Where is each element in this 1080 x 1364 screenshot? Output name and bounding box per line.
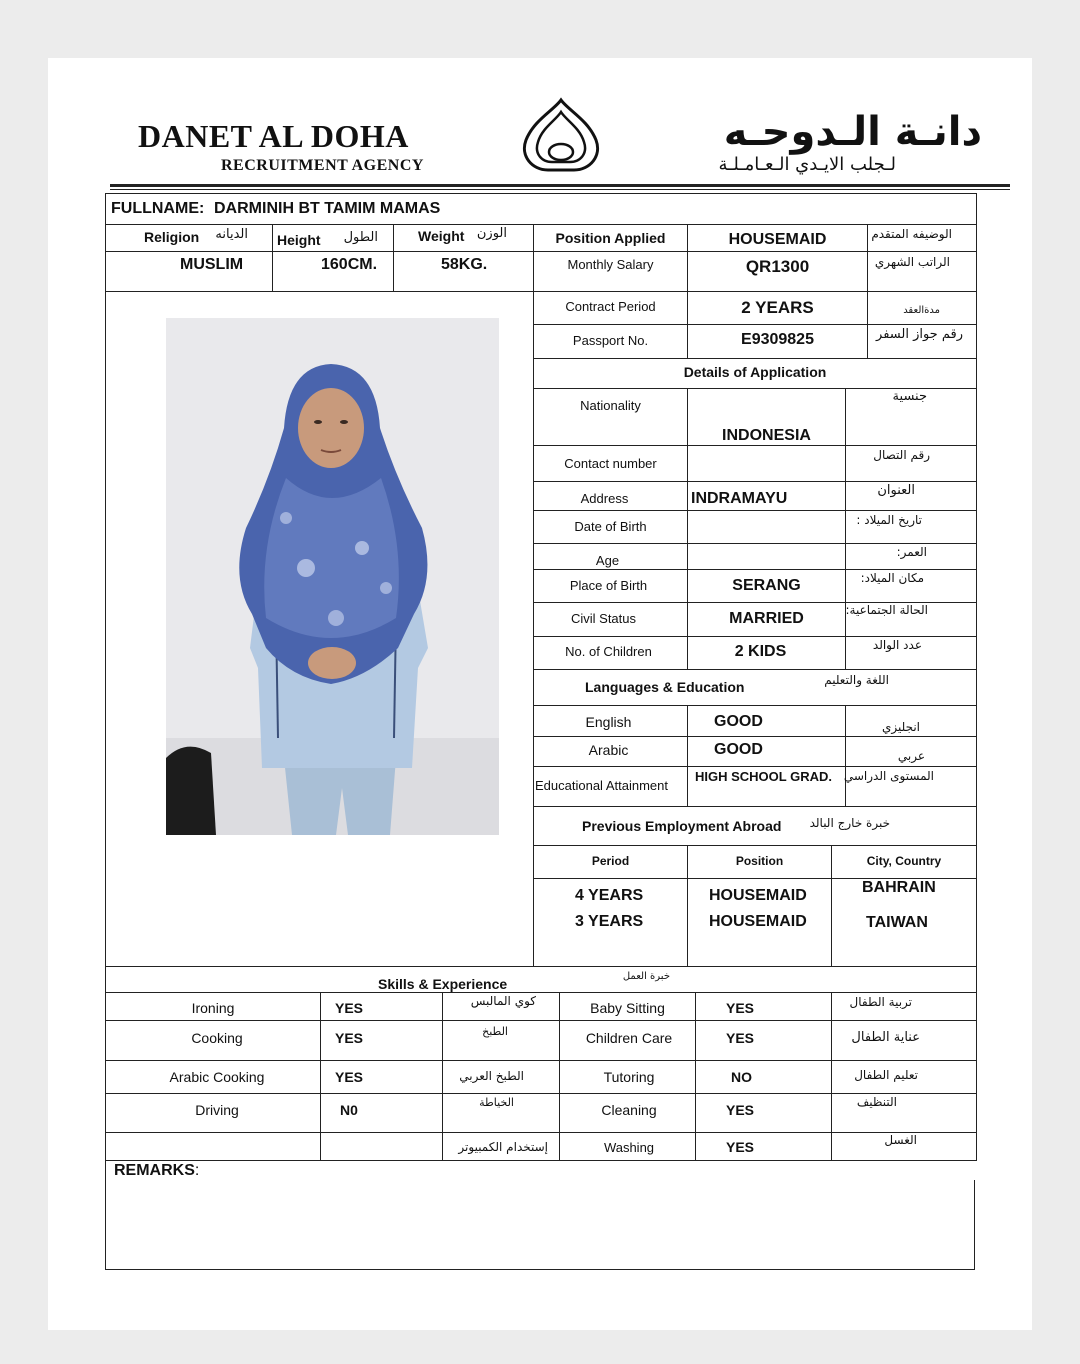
passport-label-ar: رقم جواز السفر: [876, 327, 963, 342]
salary-label: Monthly Salary: [567, 257, 654, 272]
employment-title: Previous Employment Abroad: [582, 818, 782, 834]
skill-label: Ironing: [191, 1000, 235, 1016]
skills-title-ar: خبرة العمل: [622, 971, 670, 982]
remarks-label-text: REMARKS: [114, 1162, 195, 1179]
education-value: HIGH SCHOOL GRAD.: [695, 769, 832, 784]
nationality-label: Nationality: [580, 398, 641, 413]
children-label: No. of Children: [565, 644, 652, 659]
skill-value: YES: [726, 1030, 755, 1046]
pob-label: Place of Birth: [569, 578, 648, 593]
skill-label: Washing: [603, 1140, 655, 1155]
skill-label-ar: إستخدام الكمبيوتر: [458, 1140, 548, 1154]
religion-label: Religion: [144, 229, 200, 245]
dome-logo-icon: [516, 96, 606, 176]
skill-label-ar: الطبخ العربي: [459, 1069, 524, 1083]
skill-label: Tutoring: [603, 1069, 655, 1085]
age-label-ar: العمر:: [896, 545, 927, 559]
religion-value: MUSLIM: [180, 256, 244, 273]
skills-title: Skills & Experience: [378, 976, 508, 992]
employment-row-period: 3 YEARS: [575, 913, 644, 930]
position-label: Position Applied: [555, 230, 666, 246]
address-value: INDRAMAYU: [691, 490, 788, 507]
weight-value: 58KG.: [441, 256, 488, 273]
skill-label-ar: الغسل: [884, 1133, 917, 1147]
education-label: Educational Attainment: [535, 778, 668, 793]
skill-value: YES: [335, 1030, 364, 1046]
fullname-label: FULLNAME:: [111, 200, 205, 217]
employment-row-city: TAIWAN: [866, 914, 928, 931]
salary-label-ar: الراتب الشهري: [874, 255, 950, 269]
employment-col-position: Position: [735, 854, 784, 868]
remarks-colon: :: [194, 1162, 200, 1179]
arabic-label-ar: عربي: [897, 749, 925, 763]
contact-label: Contact number: [564, 456, 657, 471]
skill-label-ar: التنظيف: [856, 1095, 897, 1109]
english-label-ar: انجليزي: [881, 720, 920, 734]
employment-row-period: 4 YEARS: [575, 887, 644, 904]
age-label: Age: [595, 553, 620, 568]
education-label-ar: المستوى الدراسي: [843, 769, 934, 783]
skill-value: NO: [731, 1069, 752, 1085]
employment-col-city: City, Country: [866, 854, 942, 868]
weight-label: Weight: [418, 228, 465, 244]
header: [0, 0, 1080, 200]
employment-row-city: BAHRAIN: [862, 879, 936, 896]
contact-label-ar: رقم التصال: [873, 448, 930, 462]
nationality-label-ar: جنسية: [892, 389, 927, 404]
employment-title-ar: خبرة خارج البالد: [809, 816, 890, 830]
languages-title: Languages & Education: [585, 679, 745, 695]
english-value: GOOD: [714, 713, 763, 730]
fullname-value: DARMINIH BT TAMIM MAMAS: [214, 200, 441, 217]
employment-row-position: HOUSEMAID: [709, 887, 807, 904]
skill-label-ar: تربية الطفال: [849, 995, 912, 1009]
height-label-ar: الطول: [343, 230, 378, 245]
employment-row-position: HOUSEMAID: [709, 913, 807, 930]
skill-label-ar: تعليم الطفال: [854, 1068, 918, 1082]
languages-title-ar: اللغة والتعليم: [824, 673, 889, 687]
contract-label-ar: مدةالعقد: [903, 305, 940, 316]
civil-status-label: Civil Status: [570, 611, 637, 626]
height-value: 160CM.: [321, 256, 378, 273]
brand-name-ar: دانـة الـدوحـه: [723, 109, 982, 155]
dob-label: Date of Birth: [574, 519, 647, 534]
skill-value: YES: [726, 1139, 755, 1155]
children-label-ar: عدد الوالد: [872, 638, 922, 652]
skill-label: Cleaning: [601, 1102, 657, 1118]
header-rule: [110, 184, 1010, 187]
brand-subtitle-ar: لـجلب الايـدي الـعـامـلـة: [718, 154, 896, 175]
header-rule-thin: [110, 189, 1010, 190]
brand-name-en: DANET AL DOHA: [138, 118, 409, 154]
address-label: Address: [580, 491, 629, 506]
position-label-ar: الوضيفه المتقدم: [871, 227, 952, 241]
remarks-label: [114, 1163, 199, 1179]
skill-value: YES: [335, 1000, 364, 1016]
contract-label: Contract Period: [565, 299, 656, 314]
skill-label: Children Care: [585, 1030, 673, 1046]
pob-label-ar: مكان الميلاد:: [860, 571, 924, 585]
skill-label-ar: كوي المالبس: [470, 994, 536, 1008]
weight-label-ar: الوزن: [476, 226, 507, 241]
skill-label: Arabic Cooking: [169, 1069, 265, 1085]
children-value: 2 KIDS: [734, 643, 787, 660]
address-label-ar: العنوان: [877, 483, 915, 498]
passport-value: E9309825: [741, 331, 814, 348]
applicant-photo: [166, 318, 499, 835]
religion-label-ar: الديانه: [215, 227, 248, 242]
position-value: HOUSEMAID: [728, 231, 827, 248]
skill-label-ar: الخياطة: [479, 1096, 514, 1109]
arabic-label: Arabic: [588, 742, 629, 758]
employment-col-period: Period: [591, 854, 630, 868]
skill-label-ar: عناية الطفال: [851, 1030, 920, 1045]
dob-label-ar: تاريخ الميلاد :: [856, 513, 922, 527]
english-label: English: [585, 714, 632, 730]
skill-label: Baby Sitting: [590, 1000, 665, 1016]
brand-subtitle-en: RECRUITMENT AGENCY: [221, 157, 424, 174]
civil-status-label-ar: الحالة الجتماعية:: [845, 603, 928, 617]
skill-value: YES: [335, 1069, 364, 1085]
nationality-value: INDONESIA: [722, 427, 811, 444]
height-label: Height: [277, 232, 321, 248]
passport-label: Passport No.: [572, 333, 649, 348]
skill-label: Driving: [195, 1102, 239, 1118]
skill-value: YES: [726, 1000, 755, 1016]
pob-value: SERANG: [732, 577, 801, 594]
skill-value: N0: [340, 1102, 358, 1118]
salary-value: QR1300: [745, 257, 810, 276]
arabic-value: GOOD: [714, 741, 763, 758]
skill-label: Cooking: [191, 1030, 243, 1046]
skill-label-ar: الطبخ: [482, 1025, 508, 1038]
contract-value: 2 YEARS: [741, 298, 814, 317]
civil-status-value: MARRIED: [729, 610, 804, 627]
application-title: Details of Application: [683, 364, 827, 380]
skill-value: YES: [726, 1102, 755, 1118]
